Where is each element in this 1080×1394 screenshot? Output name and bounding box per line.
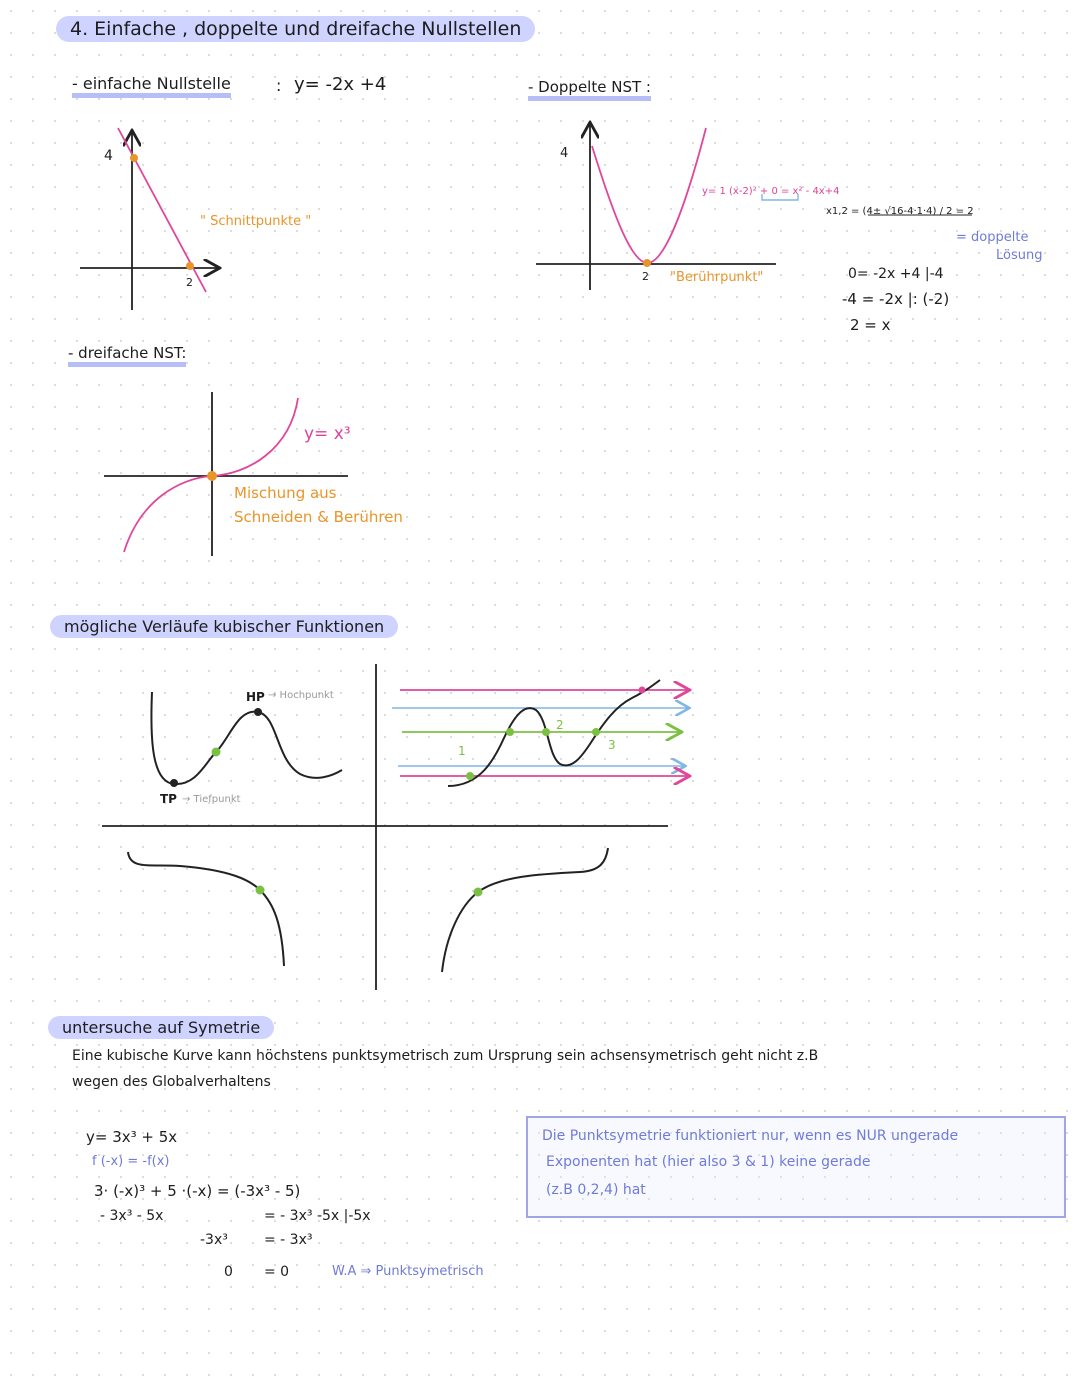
symmetry-conclusion: W.A ⇒ Punktsymetrisch [332, 1264, 484, 1279]
tp-label: TP [160, 792, 177, 806]
triple-root-heading: - dreifache NST: [68, 344, 186, 367]
single-root-formula: y= -2x +4 [294, 74, 387, 95]
double-eq2: -4 = -2x |: (-2) [842, 290, 950, 308]
page-title: 4. Einfache , doppelte und dreifache Nullstellen [56, 16, 535, 42]
symmetry-line3: 3· (-x)³ + 5 ·(-x) = (-3x³ - 5) [94, 1182, 301, 1200]
double-root-graph [536, 124, 972, 290]
symmetry-note-line1: Die Punktsymetrie funktioniert nur, wenn es NUR ungerade [542, 1128, 959, 1144]
double-calc-line: x1,2 = (4± √16-4·1·4) / 2 = 2 [826, 206, 974, 217]
double-root-dot [643, 259, 651, 267]
double-x-tick: 2 [642, 270, 649, 283]
triple-root-label2: Schneiden & Berühren [234, 508, 403, 526]
symmetry-line4a: - 3x³ - 5x [100, 1208, 164, 1224]
tp-note: → Tiefpunkt [182, 794, 241, 805]
symmetry-line5b: = - 3x³ [264, 1232, 313, 1248]
symmetry-line1: y= 3x³ + 5x [86, 1128, 178, 1146]
symmetry-line6b: = 0 [264, 1264, 290, 1280]
symmetry-heading: untersuche auf Symetrie [48, 1016, 274, 1039]
single-root-label: " Schnittpunkte " [200, 214, 312, 229]
double-y-tick: 4 [560, 146, 569, 161]
triple-root-label1: Mischung aus [234, 484, 337, 502]
symmetry-text1: Eine kubische Kurve kann höchstens punktsymetrisch zum Ursprung sein achsensymetrisch geht nicht z.B [72, 1048, 819, 1064]
single-root-heading: - einfache Nullstelle [72, 74, 231, 98]
intersection-count-3: 3 [608, 738, 616, 752]
symmetry-note-line3: (z.B 0,2,4) hat [546, 1182, 646, 1198]
single-root-graph [80, 128, 218, 310]
double-eq1: 0= -2x +4 |-4 [848, 266, 944, 282]
single-y-intercept-dot [130, 154, 138, 162]
symmetry-line6a: 0 [224, 1264, 233, 1280]
double-root-formula: y= 1 (x-2)² + 0 = x² - 4x+4 [702, 186, 840, 197]
single-root-dot [186, 262, 194, 270]
double-root-heading: - Doppelte NST : [528, 78, 651, 101]
colon: : [276, 76, 282, 95]
single-x-tick: 2 [186, 276, 193, 289]
symmetry-line4b: = - 3x³ -5x |-5x [264, 1208, 371, 1224]
hp-label: HP [246, 690, 265, 704]
single-y-tick: 4 [104, 148, 113, 164]
double-calc-result2: Lösung [996, 248, 1043, 263]
intersection-count-1: 1 [458, 744, 466, 758]
double-eq3: 2 = x [850, 316, 891, 334]
double-root-label: "Berührpunkt" [670, 270, 764, 285]
symmetry-line5a: -3x³ [200, 1232, 228, 1248]
intersection-count-2: 2 [556, 718, 564, 732]
double-calc-result: = doppelte [956, 230, 1029, 245]
symmetry-line2: f (-x) = -f(x) [92, 1154, 170, 1169]
triple-root-dot [207, 471, 217, 481]
triple-root-graph [104, 392, 348, 556]
symmetry-note-line2: Exponenten hat (hier also 3 & 1) keine gerade [546, 1154, 871, 1170]
symmetry-text2: wegen des Globalverhaltens [72, 1074, 271, 1090]
cubic-heading: mögliche Verläufe kubischer Funktionen [50, 615, 398, 638]
hp-note: → Hochpunkt [268, 690, 334, 701]
cubic-shapes-graph [102, 664, 688, 990]
triple-root-formula: y= x³ [304, 424, 351, 444]
